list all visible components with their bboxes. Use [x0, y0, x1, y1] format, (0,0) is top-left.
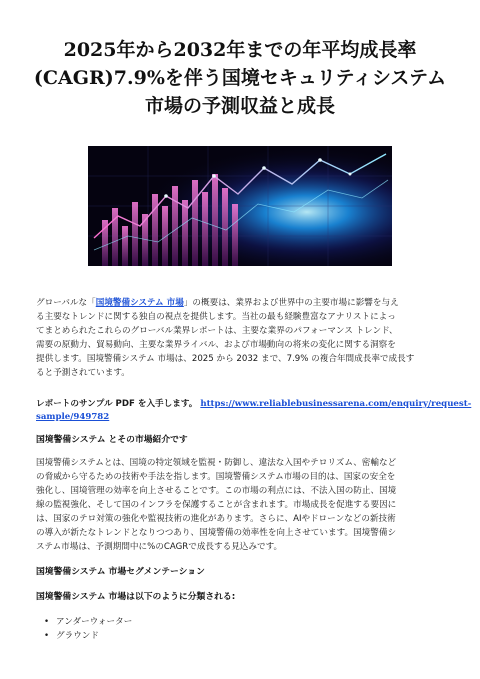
sample-link[interactable]: https://www.reliablebusinessarena.com/enquiry/request- — [200, 399, 472, 409]
market-line-6: の導入が新たなトレンドとなりつつあり、国境警備の効率性を向上させています。国境警備シ — [36, 528, 397, 538]
intro-line-4: 需要の原動力、貿易動向、主要な業界ライバル、および市場動向の将来の変化に関する洞察を — [36, 340, 396, 350]
title-line-2: (CAGR)7.9%を伴う国境セキュリティシステム — [33, 67, 447, 89]
title-line-3: 市場の予測収益と成長 — [144, 95, 335, 117]
sample-line-1 — [36, 398, 472, 411]
sample-line-2 — [36, 411, 446, 424]
section-heading-classification: 国境警備システム 市場は以下のように分類される: — [36, 592, 236, 602]
title-line-1: 2025年から2032年までの年平均成長率 — [63, 39, 417, 61]
page-title — [20, 36, 460, 120]
market-line-4: 線の監視強化、そして国のインフラを保護することが含まれます。市場成長を促進する要因に — [36, 500, 397, 510]
sample-link-continued[interactable]: sample/949782 — [36, 412, 110, 422]
segment-list — [44, 615, 132, 643]
intro-line-3: てまとめられたこれらのグローバル業界レポートは、主要な業界のパフォーマンス トレンド、 — [36, 326, 398, 336]
market-line-3: 強化し、国境管理の効率を向上させることです。この市場の利点には、不法入国の防止、国境 — [36, 486, 397, 496]
market-line-1: 国境警備システムとは、国境の特定領域を監視・防御し、違法な入国やテロリズム、密輸など — [36, 458, 397, 468]
sample-label: レポートのサンプル PDF を入手します。 — [36, 399, 198, 409]
market-line-5: は、国家のテロ対策の強化や監視技術の進化があります。さらに、AIやドローンなどの新技術 — [36, 514, 396, 524]
intro-paragraph — [36, 296, 446, 380]
sample-request — [36, 398, 472, 424]
hero-graphic — [88, 146, 392, 266]
intro-line-1: グローバルな「国境警備システム 市場」の概要は、業界および世界中の主要市場に影響を与え — [36, 298, 399, 308]
market-line-7: ステム市場は、予測期間中に%のCAGRで成長する見込みです。 — [36, 542, 283, 552]
market-intro-paragraph — [36, 456, 446, 554]
intro-line-2: る主要なトレンドに関する独自の視点を提供します。当社の最も経験豊富なアナリストによっ — [36, 312, 396, 322]
market-line-2: の脅威から守るための技術や手法を指します。国境警備システム市場の目的は、国家の安全を — [36, 472, 396, 482]
section-heading-intro: 国境警備システム とその市場紹介です — [36, 435, 188, 445]
section-heading-segmentation: 国境警備システム 市場セグメンテーション — [36, 567, 205, 577]
market-link[interactable]: 国境警備システム 市場 — [95, 298, 184, 308]
list-item: • アンダーウォーター — [44, 615, 132, 629]
intro-line-5: 提供します。国境警備システム 市場は、2025 から 2032 まで、7.9% の複合年間成長率で成長す — [36, 354, 415, 364]
intro-line-6: ると予測されています。 — [36, 368, 130, 378]
hero-image — [88, 146, 392, 266]
list-item: • グラウンド — [44, 629, 132, 643]
